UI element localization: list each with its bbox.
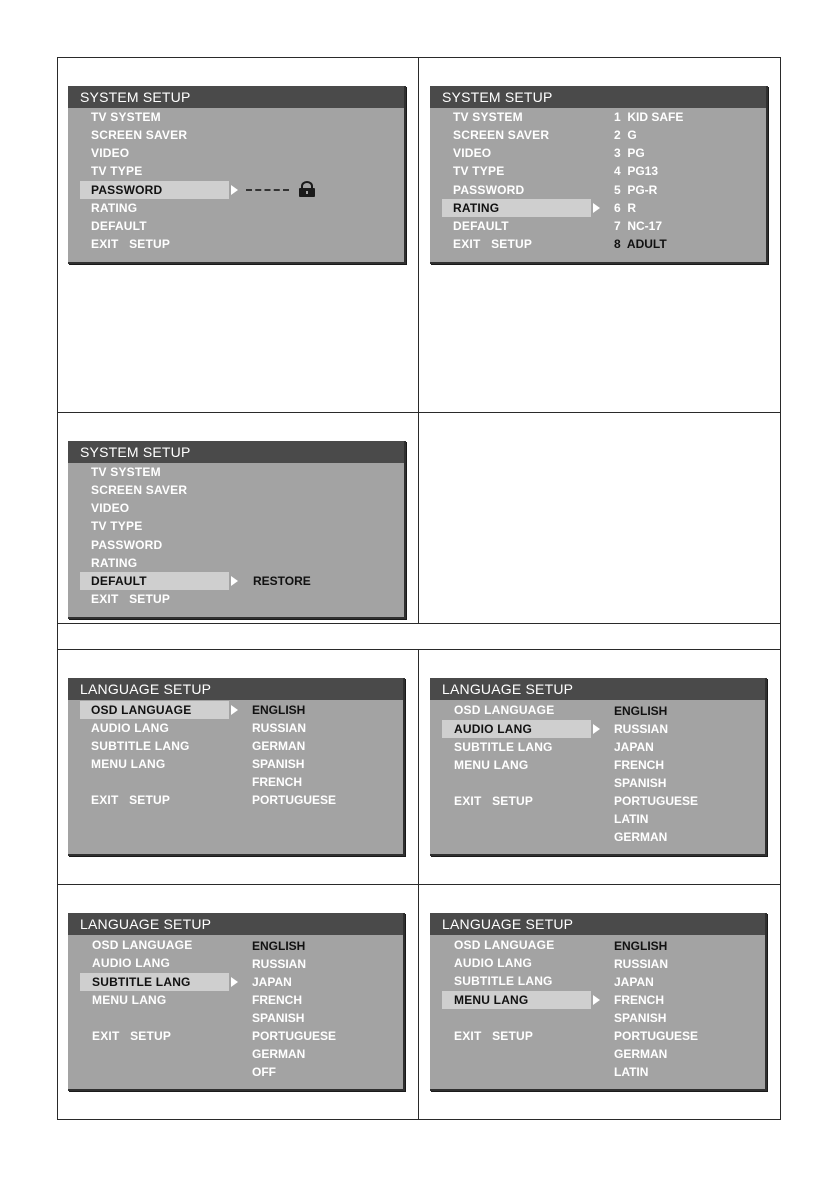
menu-item-menu-lang[interactable]: MENU LANG [92,993,167,1007]
language-setup-osd-screen [68,678,405,856]
menu-item-screen-saver[interactable]: SCREEN SAVER [91,483,188,497]
language-option[interactable]: PORTUGUESE [614,1029,699,1043]
menu-item-video[interactable]: VIDEO [91,146,130,160]
lock-icon [298,181,316,197]
menu-item-video[interactable]: VIDEO [453,146,492,160]
menu-item-video[interactable]: VIDEO [91,501,130,515]
menu-item-exit-setup[interactable]: EXIT SETUP [454,794,534,808]
menu-item-tv-system[interactable]: TV SYSTEM [91,465,161,479]
menu-item-password[interactable]: PASSWORD [453,183,525,197]
menu-item-menu-lang[interactable]: MENU LANG [454,993,529,1007]
screen-title: SYSTEM SETUP [68,441,404,463]
language-option[interactable]: RUSSIAN [252,721,307,735]
menu-item-tv-type[interactable]: TV TYPE [91,519,143,533]
menu-item-tv-system[interactable]: TV SYSTEM [91,110,161,124]
restore-option[interactable]: RESTORE [253,574,311,588]
section-divider-row [57,623,781,650]
language-option[interactable]: FRENCH [252,993,302,1007]
menu-item-tv-type[interactable]: TV TYPE [91,164,143,178]
language-option[interactable]: SPANISH [252,1011,305,1025]
rating-option[interactable]: 7 NC-17 [614,219,663,233]
language-option[interactable]: OFF [252,1065,276,1079]
language-option[interactable]: FRENCH [614,993,664,1007]
menu-item-menu-lang[interactable]: MENU LANG [454,758,529,772]
cell-empty [418,412,781,624]
menu-item-tv-system[interactable]: TV SYSTEM [453,110,523,124]
menu-item-exit-setup[interactable]: EXIT SETUP [454,1029,534,1043]
rating-option[interactable]: 3 PG [614,146,645,160]
screen-title: LANGUAGE SETUP [430,913,765,935]
rating-option[interactable]: 2 G [614,128,637,142]
menu-item-subtitle-lang[interactable]: SUBTITLE LANG [454,974,553,988]
language-option[interactable]: SPANISH [614,776,667,790]
language-option[interactable]: JAPAN [252,975,292,989]
menu-item-exit-setup[interactable]: EXIT SETUP [91,592,171,606]
language-option[interactable]: PORTUGUESE [614,794,699,808]
rating-option[interactable]: 5 PG-R [614,183,658,197]
language-option[interactable]: GERMAN [614,830,668,844]
language-option[interactable]: PORTUGUESE [252,1029,337,1043]
rating-option-current[interactable]: 8 ADULT [614,237,667,251]
menu-item-default[interactable]: DEFAULT [91,219,147,233]
menu-item-default[interactable]: DEFAULT [453,219,509,233]
menu-item-rating[interactable]: RATING [91,201,138,215]
arrow-right-icon [231,185,238,195]
menu-item-subtitle-lang[interactable]: SUBTITLE LANG [91,739,190,753]
language-option-current[interactable]: ENGLISH [614,939,668,953]
menu-item-exit-setup[interactable]: EXIT SETUP [92,1029,172,1043]
language-option[interactable]: RUSSIAN [614,957,669,971]
language-option[interactable]: GERMAN [614,1047,668,1061]
password-field[interactable] [246,189,289,191]
menu-item-audio-lang[interactable]: AUDIO LANG [92,956,170,970]
arrow-right-icon [231,705,238,715]
system-setup-rating-screen [430,86,768,264]
menu-item-exit-setup[interactable]: EXIT SETUP [91,793,171,807]
menu-item-subtitle-lang[interactable]: SUBTITLE LANG [454,740,553,754]
menu-item-default[interactable]: DEFAULT [91,574,147,588]
menu-item-password[interactable]: PASSWORD [91,183,163,197]
menu-item-password[interactable]: PASSWORD [91,538,163,552]
screen-title: SYSTEM SETUP [68,86,404,108]
menu-item-menu-lang[interactable]: MENU LANG [91,757,166,771]
language-option-current[interactable]: ENGLISH [252,703,306,717]
menu-item-screen-saver[interactable]: SCREEN SAVER [91,128,188,142]
language-option[interactable]: JAPAN [614,740,654,754]
menu-item-rating[interactable]: RATING [453,201,500,215]
language-option[interactable]: RUSSIAN [252,957,307,971]
language-option-current[interactable]: ENGLISH [614,704,668,718]
language-option[interactable]: RUSSIAN [614,722,669,736]
rating-option[interactable]: 6 R [614,201,637,215]
language-option[interactable]: FRENCH [252,775,302,789]
language-option-current[interactable]: ENGLISH [252,939,306,953]
menu-item-osd-language[interactable]: OSD LANGUAGE [454,703,555,717]
menu-item-audio-lang[interactable]: AUDIO LANG [454,722,532,736]
menu-item-subtitle-lang[interactable]: SUBTITLE LANG [92,975,191,989]
language-option[interactable]: GERMAN [252,1047,306,1061]
system-setup-password-screen [68,86,406,264]
rating-option[interactable]: 1 KID SAFE [614,110,684,124]
menu-item-osd-language[interactable]: OSD LANGUAGE [92,938,193,952]
menu-item-tv-type[interactable]: TV TYPE [453,164,505,178]
language-option[interactable]: SPANISH [614,1011,667,1025]
language-option[interactable]: FRENCH [614,758,664,772]
language-setup-subtitle-screen [68,913,405,1091]
menu-item-exit-setup[interactable]: EXIT SETUP [91,237,171,251]
language-option[interactable]: LATIN [614,812,649,826]
language-option[interactable]: SPANISH [252,757,305,771]
system-setup-default-screen [68,441,406,619]
arrow-right-icon [231,576,238,586]
language-setup-menu-screen [430,913,767,1091]
menu-item-osd-language[interactable]: OSD LANGUAGE [91,703,192,717]
menu-item-exit-setup[interactable]: EXIT SETUP [453,237,533,251]
menu-item-osd-language[interactable]: OSD LANGUAGE [454,938,555,952]
rating-option[interactable]: 4 PG13 [614,164,659,178]
language-option[interactable]: LATIN [614,1065,649,1079]
arrow-right-icon [593,203,600,213]
menu-item-audio-lang[interactable]: AUDIO LANG [454,956,532,970]
menu-item-rating[interactable]: RATING [91,556,138,570]
language-setup-audio-screen [430,678,767,856]
menu-item-screen-saver[interactable]: SCREEN SAVER [453,128,550,142]
screen-title: LANGUAGE SETUP [68,678,403,700]
language-option[interactable]: PORTUGUESE [252,793,337,807]
screen-title: LANGUAGE SETUP [68,913,403,935]
language-option[interactable]: GERMAN [252,739,306,753]
language-option[interactable]: JAPAN [614,975,654,989]
menu-item-audio-lang[interactable]: AUDIO LANG [91,721,169,735]
screen-title: LANGUAGE SETUP [430,678,765,700]
screen-title: SYSTEM SETUP [430,86,766,108]
